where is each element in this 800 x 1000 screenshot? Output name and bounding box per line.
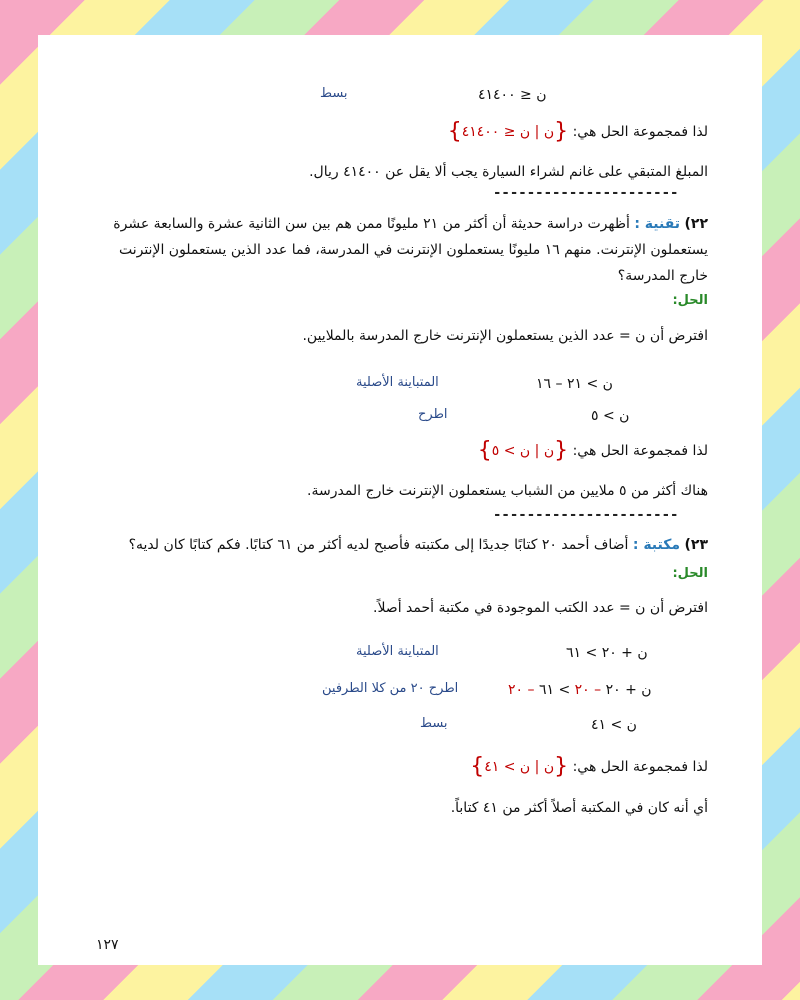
step-math: ن > ٢١ – ١٦ bbox=[536, 376, 613, 392]
question-text: أظهرت دراسة حديثة أن أكثر من ٢١ مليونًا ممن هم بين سن الثانية عشرة والسابعة عشرة يستعملون الإنترنت. منهم ١٦ مليونًا يستعملون الإنترنت في المدرسة، فما عدد الذين يستعملون الإنترنت خارج المدرسة؟ bbox=[113, 216, 708, 284]
question-23 bbox=[129, 535, 708, 555]
step-note: اطرح bbox=[418, 407, 448, 422]
solution-line: لذا فمجموعة الحل هي: {ن | ن > ٤١} bbox=[470, 754, 708, 779]
step-math: ن + ٢٠ > ٦١ bbox=[566, 645, 648, 661]
step-math: ن > ٥ bbox=[591, 408, 630, 424]
step-note: اطرح ٢٠ من كلا الطرفين bbox=[322, 681, 459, 696]
divider: ---------------------- bbox=[493, 507, 679, 523]
question-tag: تقنية : bbox=[634, 216, 681, 232]
question-text: أضاف أحمد ٢٠ كتابًا جديدًا إلى مكتبته فأصبح لديه أكثر من ٦١ كتابًا. فكم كتابًا كان لديه؟ bbox=[128, 537, 629, 553]
question-number: ٢٢) bbox=[684, 216, 708, 232]
assumption: افترض أن ن = عدد الذين يستعملون الإنترنت خارج المدرسة بالملايين. bbox=[302, 328, 708, 344]
solution-line: لذا فمجموعة الحل هي: {ن | ن > ٥} bbox=[477, 438, 708, 463]
step-math: ن > ٤١ bbox=[591, 717, 637, 733]
question-number: ٢٣) bbox=[684, 537, 708, 553]
solution-set: ن | ن ≤ ٤١٤٠٠ bbox=[461, 124, 555, 140]
page-number: ١٢٧ bbox=[96, 937, 119, 953]
step-note: بسط bbox=[420, 716, 448, 731]
prev-conclusion: المبلغ المتبقي على غانم لشراء السيارة يجب ألا يقل عن ٤١٤٠٠ ريال. bbox=[309, 164, 708, 180]
solution-set: ن | ن > ٥ bbox=[491, 443, 555, 459]
prev-solution-line: لذا فمجموعة الحل هي: {ن | ن ≤ ٤١٤٠٠} bbox=[447, 119, 708, 144]
solution-label: لذا فمجموعة الحل هي: bbox=[572, 124, 708, 140]
solution-set: ن | ن > ٤١ bbox=[484, 759, 555, 775]
conclusion: هناك أكثر من ٥ ملايين من الشباب يستعملون الإنترنت خارج المدرسة. bbox=[307, 483, 708, 499]
step-math: ن + ٢٠ – ٢٠ > ٦١ – ٢٠ bbox=[508, 682, 652, 698]
page bbox=[38, 35, 762, 965]
prev-step-note: بسط bbox=[320, 86, 348, 101]
question-22 bbox=[88, 211, 708, 289]
divider: ---------------------- bbox=[493, 185, 679, 201]
solution-heading: الحل: bbox=[672, 566, 708, 581]
conclusion: أي أنه كان في المكتبة أصلاً أكثر من ٤١ كتاباً. bbox=[450, 800, 708, 816]
solution-label: لذا فمجموعة الحل هي: bbox=[572, 759, 708, 775]
solution-label: لذا فمجموعة الحل هي: bbox=[572, 443, 708, 459]
solution-heading: الحل: bbox=[672, 293, 708, 308]
step-note: المتباينة الأصلية bbox=[356, 375, 439, 390]
step-note: المتباينة الأصلية bbox=[356, 644, 439, 659]
prev-step-math: ن ≤ ٤١٤٠٠ bbox=[478, 87, 547, 103]
question-tag: مكتبة : bbox=[632, 537, 681, 553]
assumption: افترض أن ن = عدد الكتب الموجودة في مكتبة أحمد أصلاً. bbox=[373, 600, 708, 616]
